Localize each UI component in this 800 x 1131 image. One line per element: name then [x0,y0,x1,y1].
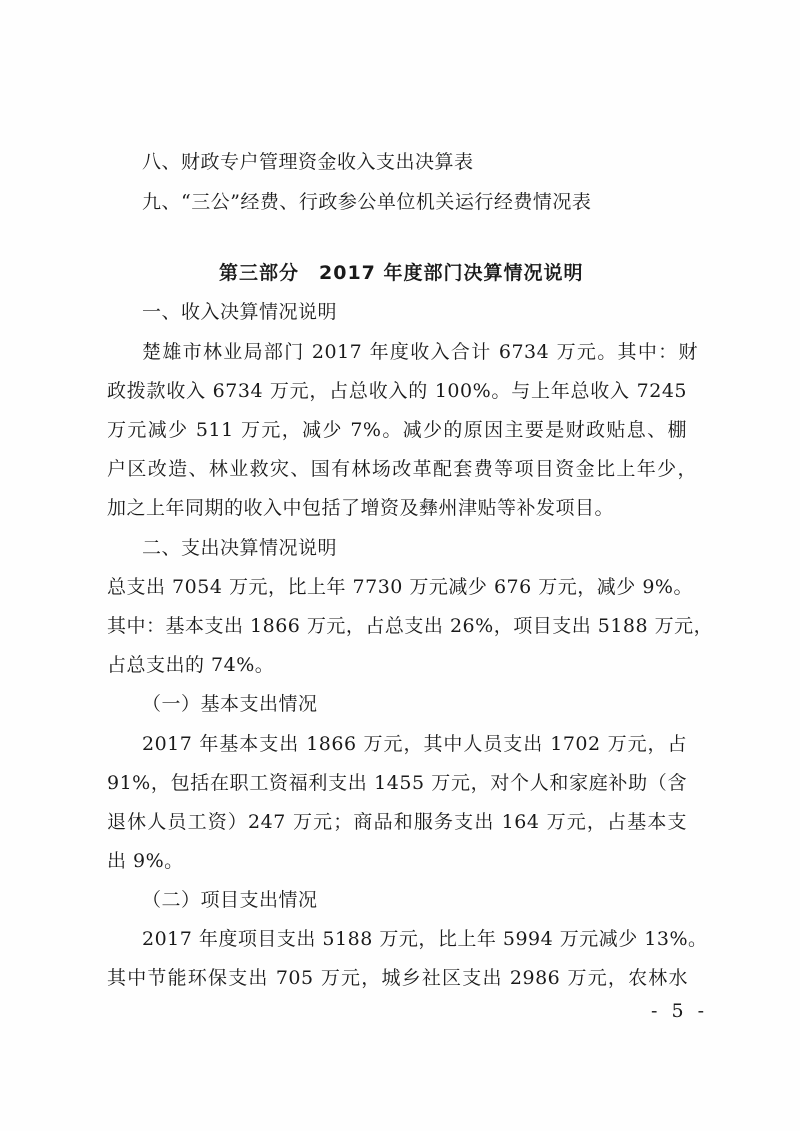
paragraph-line: 楚雄市林业局部门 2017 年度收入合计 6734 万元。其中：财 [142,341,698,363]
subsection-heading-income: 一、收入决算情况说明 [142,301,338,323]
subsection-heading-basic: （一）基本支出情况 [142,693,318,715]
paragraph-line: 万元减少 511 万元，减少 7%。减少的原因主要是财政贴息、棚 [107,419,687,441]
paragraph-line: 出 9%。 [107,850,184,872]
page-number: - 5 - [650,1000,708,1022]
paragraph-line: 其中节能环保支出 705 万元，城乡社区支出 2986 万元，农林水 [107,967,688,989]
table-list-item-8: 八、财政专户管理资金收入支出决算表 [142,151,474,173]
paragraph-line: 其中：基本支出 1866 万元，占总支出 26%，项目支出 5188 万元， [107,615,714,637]
paragraph-line: 2017 年基本支出 1866 万元，其中人员支出 1702 万元，占 [142,733,687,755]
paragraph-line: 占总支出的 74%。 [107,654,275,676]
paragraph-line: 2017 年度项目支出 5188 万元，比上年 5994 万元减少 13%。 [142,928,708,950]
subsection-heading-project: （二）项目支出情况 [142,889,318,911]
paragraph-line: 退休人员工资）247 万元；商品和服务支出 164 万元，占基本支 [107,811,687,833]
subsection-heading-expenditure: 二、支出决算情况说明 [142,537,338,559]
paragraph-line: 总支出 7054 万元，比上年 7730 万元减少 676 万元，减少 9%。 [107,576,693,598]
paragraph-line: 户区改造、林业救灾、国有林场改革配套费等项目资金比上年少， [107,458,697,480]
table-list-item-9: 九、“三公”经费、行政参公单位机关运行经费情况表 [142,191,592,213]
paragraph-line: 91%，包括在职工资福利支出 1455 万元，对个人和家庭补助（含 [107,772,687,794]
section-heading: 第三部分 2017 年度部门决算情况说明 [219,262,584,284]
paragraph-line: 加之上年同期的收入中包括了增资及彝州津贴等补发项目。 [107,497,615,519]
paragraph-line: 政拨款收入 6734 万元，占总收入的 100%。与上年总收入 7245 [107,380,687,402]
